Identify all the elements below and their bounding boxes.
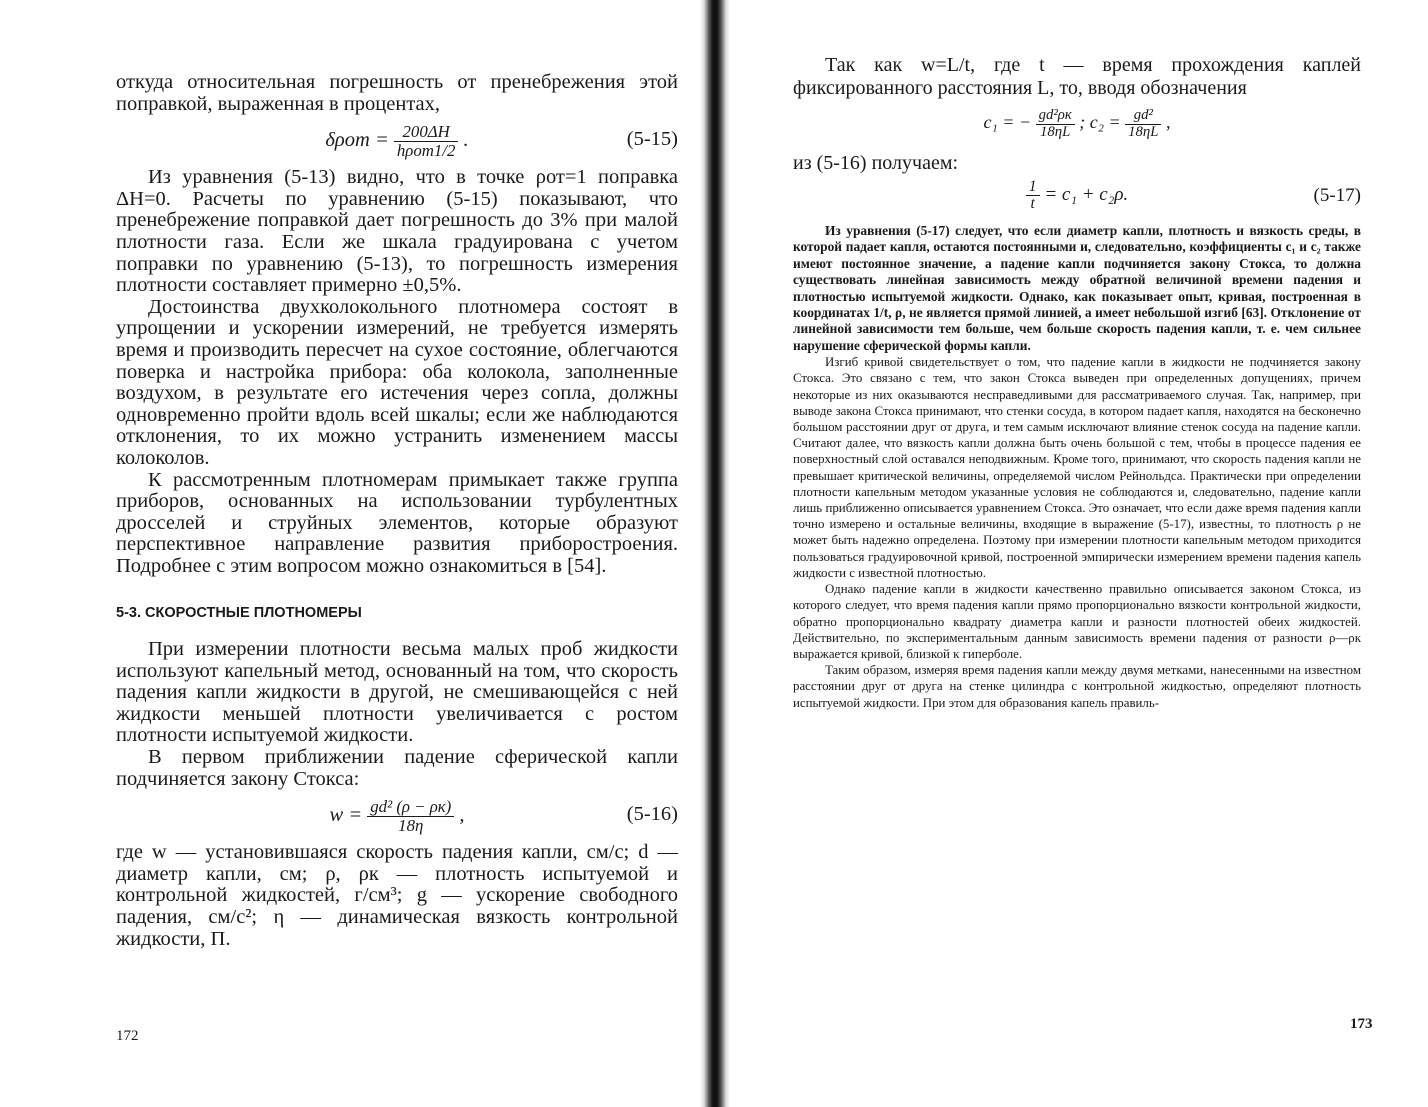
paragraph: Из уравнения (5-13) видно, что в точке ρот=1 поправка ΔH=0. Расчеты по уравнению (5-15) показывают, что пренебрежение поправкой дает погрешность до 3% при малой плотности газа. Если же шкала градуирована с учетом поправки по уравнению (5-13), то погрешность измерения плотности составляет примерно ±0,5%. bbox=[116, 166, 678, 297]
paragraph: Таким образом, измеряя время падения капли между двумя метками, нанесенными на известном расстоянии друг от друга на стенке цилиндра с контрольной жидкостью, определяют плотность испытуемой жидкости. При этом для образования капель правиль- bbox=[793, 663, 1361, 710]
equation-lhs: c₁ = − bbox=[983, 112, 1032, 133]
paragraph: Однако падение капли в жидкости качественно правильно описывается законом Стокса, из которого следует, что время падения капли прямо пропорционально вязкости контрольной жидкости, обратно пропорционально квадрату диаметра капли и разности плотностей обеих жидкостей. Действительно, по экспериментальным данным зависимость времени падения от разности ρ—ρк выражается кривой, близкой к гиперболе. bbox=[793, 582, 1361, 661]
left-text-column bbox=[116, 72, 678, 950]
paragraph: Из уравнения (5-17) следует, что если диаметр капли, плотность и вязкость среды, в которой падает капля, остаются постоянными и, следовательно, коэффициенты c₁ и c₂ также имеют постоянное значение, а падение капли подчиняется закону Стокса, то должна существовать линейная зависимость между обратной величиной времени падения и плотностью испытуемой жидкости. Однако, как показывает опыт, кривая, построенная в координатах 1/t, ρ, не является прямой линией, а имеет небольшой изгиб [63]. Отклонение от линейной зависимости тем больше, чем больше скорость падения капли, т. е. чем сильнее нарушение сферической формы капли. bbox=[793, 223, 1361, 353]
right-page bbox=[730, 0, 1428, 1107]
equation-body bbox=[1026, 179, 1128, 213]
fraction-denominator: 18ηL bbox=[1128, 123, 1159, 140]
paragraph: где w — установившаяся скорость падения капли, см/с; d — диаметр капли, см; ρ, ρк — плотность испытуемой и контрольной жидкостей, г/см³; g — ускорение свободного падения, см/с²; η — динамическая вязкость контрольной жидкости, П. bbox=[116, 841, 678, 950]
paragraph: Достоинства двухколокольного плотномера состоят в упрощении и ускорении измерений, не требуется измерять время и производить пересчет на сухое состояние, облегчаются поверка и настройка прибора: оба колокола, заполненные воздухом, в результате его истечения через сопла, должны одновременно пройти вдоль всей шкалы; если же наблюдаются отклонения, то их можно устранить изменением массы колоколов. bbox=[116, 295, 678, 469]
equation-lhs: δρот = bbox=[325, 129, 389, 152]
fraction-numerator: gd² (ρ − ρк) bbox=[367, 798, 454, 817]
paragraph: из (5-16) получаем: bbox=[793, 152, 959, 174]
book-spine bbox=[700, 0, 730, 1107]
fraction-denominator: 18ηL bbox=[1040, 123, 1071, 140]
equation-lhs: c₂ = bbox=[1089, 112, 1121, 133]
right-text-column bbox=[793, 54, 1361, 711]
fraction bbox=[1125, 108, 1161, 140]
paragraph: К рассмотренным плотномерам примыкает также группа приборов, основанных на использовании турбулентных дросселей и струйных элементов, которые образуют перспективное направление развития приборостроения. Подробнее с этим вопросом можно ознакомиться в [54]. bbox=[116, 468, 678, 577]
paragraph: При измерении плотности весьма малых проб жидкости используют капельный метод, основанный на том, что скорость падения капли жидкости в другой, не смешивающейся с ней жидкости меньшей плотности увеличивается с ростом плотности испытуемой жидкости. bbox=[116, 638, 678, 747]
equation-body bbox=[325, 123, 468, 159]
fraction-numerator: gd²ρк bbox=[1036, 108, 1075, 125]
fraction-numerator: 200ΔH bbox=[394, 123, 458, 142]
equation-c-definitions bbox=[793, 100, 1361, 152]
equation-body bbox=[984, 108, 1171, 140]
equation-5-16 bbox=[116, 790, 678, 842]
fraction bbox=[394, 123, 458, 159]
equation-separator: ; bbox=[1079, 112, 1086, 133]
fraction bbox=[1036, 108, 1075, 140]
fraction-denominator: 18η bbox=[398, 815, 424, 835]
equation-body bbox=[330, 798, 465, 834]
equation-tail: . bbox=[463, 129, 469, 152]
page-number: 173 bbox=[1350, 1016, 1373, 1032]
fraction bbox=[1026, 179, 1040, 213]
fraction-denominator: hρот1/2 bbox=[396, 140, 456, 160]
equation-number: (5-17) bbox=[1313, 185, 1361, 206]
equation-5-17 bbox=[793, 175, 1361, 223]
equation-lhs: w = bbox=[329, 804, 363, 827]
paragraph: В первом приближении падение сферической капли подчиняется закону Стокса: bbox=[116, 746, 678, 790]
equation-number: (5-16) bbox=[626, 803, 678, 826]
paragraph: Изгиб кривой свидетельствует о том, что падение капли в жидкости не подчиняется закону Стокса. Это связано с тем, что закон Стокса выведен при определенных допущениях, причем некоторые из них оказываются несправедливыми для рассматриваемого случая. Так, например, при выводе закона Стокса принимают, что стенки сосуда, в котором падает капля, находятся на бесконечно большом расстоянии друг от друга, и тем самым исключают влияние стенок сосуда на падение капли. Считают далее, что вязкость капли должна быть очень большой с тем, чтобы в процессе падения ее поверхностный слой оставался неподвижным. Кроме того, принимают, что скорость падения капли не превышает критической величины, определяемой числом Рейнольдса. Практически при определении плотности капельным методом указанные условия не соблюдаются и, следовательно, падение капли лишь приближенно описывается уравнением Стокса. Это означает, что если даже время падения капли точно измерено и остальные величины, входящие в выражение (5-17), известны, то плотность ρ не может быть надежно определена. Поэтому при измерении плотности капельным методом приходится пользоваться градуировочной кривой, построенной эмпирически измерением времени падения капель жидкости с известной плотностью. bbox=[793, 355, 1361, 580]
fraction bbox=[367, 798, 454, 834]
equation-rhs: = c₁ + c₂ρ. bbox=[1044, 184, 1129, 206]
section-heading: 5-3. СКОРОСТНЫЕ ПЛОТНОМЕРЫ bbox=[116, 605, 362, 622]
fraction-numerator: gd² bbox=[1125, 108, 1161, 125]
left-page bbox=[0, 0, 700, 1107]
equation-5-15 bbox=[116, 115, 678, 167]
equation-tail: , bbox=[459, 804, 465, 827]
equation-number: (5-15) bbox=[626, 128, 678, 151]
fraction-denominator: t bbox=[1030, 195, 1035, 213]
fraction-numerator: 1 bbox=[1026, 179, 1040, 196]
equation-tail: , bbox=[1165, 112, 1171, 133]
paragraph: откуда относительная погрешность от пренебрежения этой поправкой, выраженная в процентах, bbox=[116, 71, 678, 115]
page-number: 172 bbox=[116, 1028, 139, 1044]
paragraph: Так как w=L/t, где t — время прохождения каплей фиксированного расстояния L, то, вводя обозначения bbox=[793, 54, 1361, 99]
